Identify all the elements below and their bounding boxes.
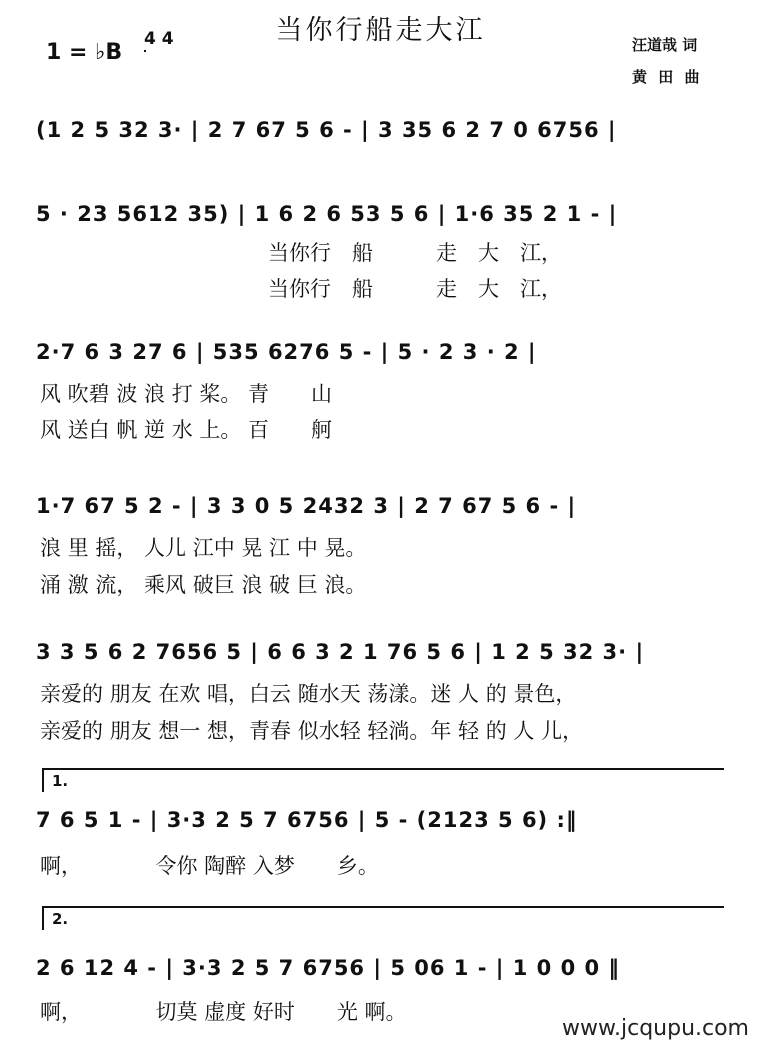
notation-row-5: 3 3 5 6 2 7656 5 | 6 6 3 2 1 76 5 6 | 1 2 5 32 3· | <box>36 640 645 664</box>
notation-row-6: 7 6 5 1 - | 3·3 2 5 7 6756 | 5 - (2123 5 6) :‖ <box>36 808 578 832</box>
song-title: 当你行船走大江 <box>275 15 486 46</box>
notation-row-1: (1 2 5 32 3· | 2 7 67 5 6 - | 3 35 6 2 7 0 6756 | <box>36 118 617 142</box>
time-signature-top: 4 <box>144 29 156 49</box>
lyric-row-4-verse-2: 涌 激 流， 乘风 破巨 浪 破 巨 浪。 <box>40 573 367 597</box>
notation-row-3: 2·7 6 3 27 6 | 535 6276 5 - | 5 · 2 3 · 2 | <box>36 340 537 364</box>
volta-bracket-1 <box>42 768 724 792</box>
time-signature <box>144 29 174 49</box>
lyric-row-6: 啊， 令你 陶醉 入梦 乡。 <box>40 854 379 878</box>
watermark-text: www.jcqupu.com <box>562 1016 749 1041</box>
notation-row-2: 5 · 23 5612 35) | 1 6 2 6 53 5 6 | 1·6 35 2 1 - | <box>36 202 618 226</box>
lyricist-credit: 汪道哉 词 <box>632 36 698 54</box>
lyric-row-3-verse-2: 风 送白 帆 逆 水 上。 百 舸 <box>40 418 333 442</box>
lyric-row-2-verse-2: 当你行 船 走 大 江， <box>268 277 562 301</box>
volta-1-label: 1. <box>52 772 69 790</box>
notation-row-4: 1·7 67 5 2 - | 3 3 0 5 2432 3 | 2 7 67 5 6 - | <box>36 494 577 518</box>
lyric-row-7: 啊， 切莫 虚度 好时 光 啊。 <box>40 1000 407 1024</box>
volta-bracket-2 <box>42 906 724 930</box>
lyric-row-5-verse-1: 亲爱的 朋友 在欢 唱，白云 随水天 荡漾。迷 人 的 景色， <box>40 682 577 706</box>
lyric-row-2-verse-1: 当你行 船 走 大 江， <box>268 241 562 265</box>
composer-credit: 黄 田 曲 <box>632 68 703 86</box>
lyric-row-5-verse-2: 亲爱的 朋友 想一 想，青春 似水轻 轻淌。年 轻 的 人 儿， <box>40 719 584 743</box>
volta-2-label: 2. <box>52 910 69 928</box>
lyric-row-4-verse-1: 浪 里 摇， 人儿 江中 晃 江 中 晃。 <box>40 536 367 560</box>
notation-row-7: 2 6 12 4 - | 3·3 2 5 7 6756 | 5 06 1 - | 1 0 0 0 ‖ <box>36 956 620 980</box>
time-signature-bottom: 4 <box>161 29 174 49</box>
key-signature: 1 = ♭B <box>46 40 123 65</box>
lyric-row-3-verse-1: 风 吹碧 波 浪 打 桨。 青 山 <box>40 382 333 406</box>
